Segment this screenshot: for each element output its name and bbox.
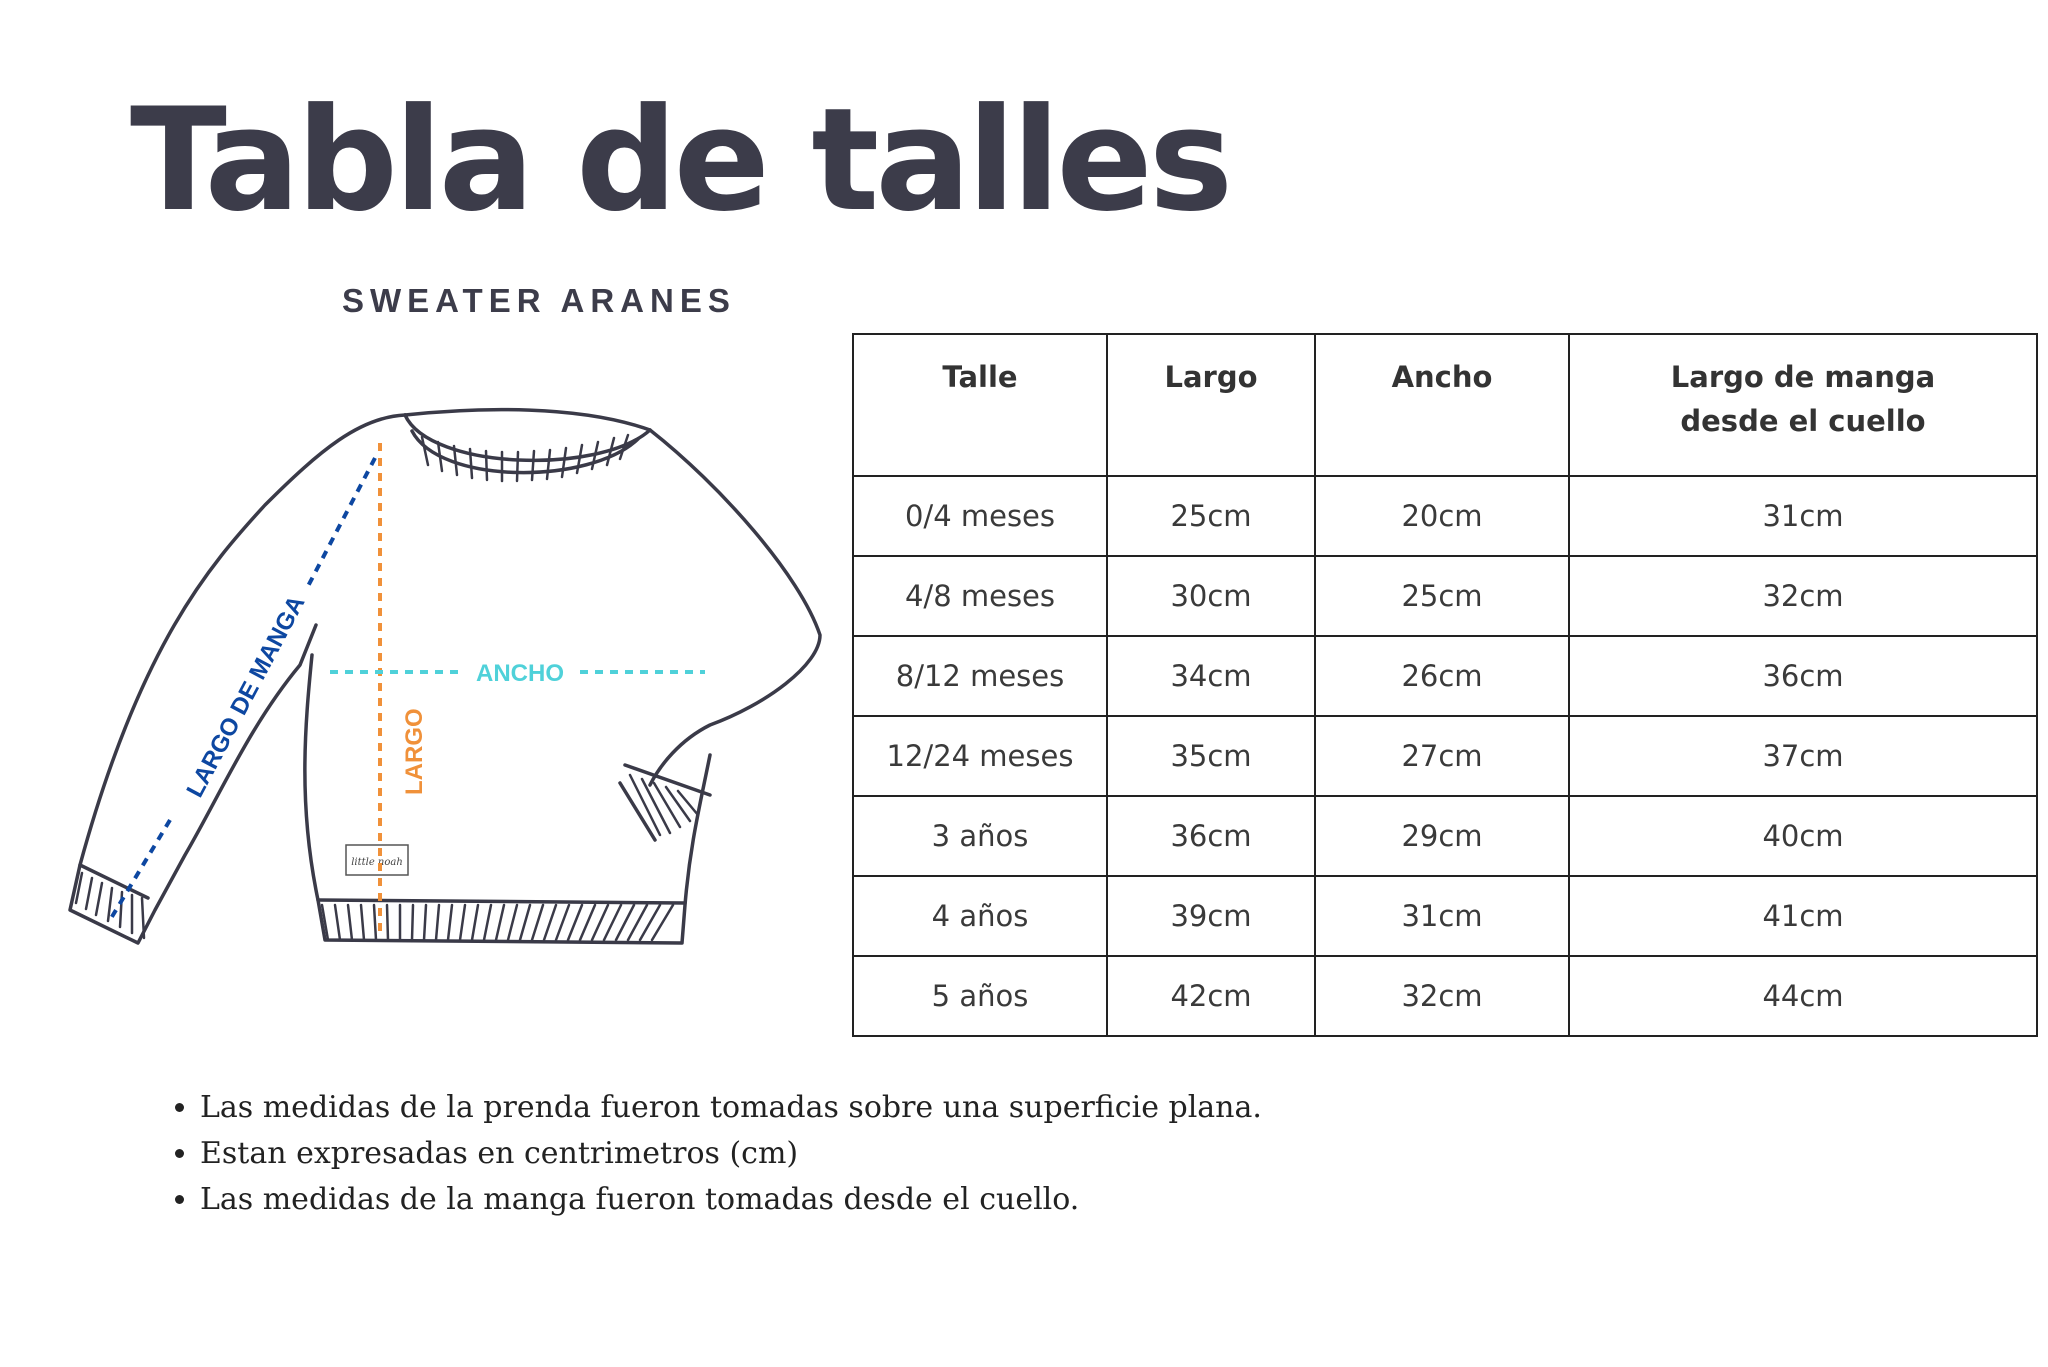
cell-manga: 40cm <box>1569 796 2037 876</box>
cell-ancho: 27cm <box>1315 716 1569 796</box>
cell-talle: 12/24 meses <box>853 716 1107 796</box>
page-title: Tabla de talles <box>130 78 1230 243</box>
sleeve-measure-line-bottom <box>110 820 170 920</box>
notes-list <box>160 1085 1262 1223</box>
cell-largo: 35cm <box>1107 716 1315 796</box>
brand-tag-text: little noah <box>351 857 403 868</box>
header-ancho: Ancho <box>1315 334 1569 476</box>
table-row <box>853 476 2037 556</box>
cell-manga: 36cm <box>1569 636 2037 716</box>
cell-ancho: 26cm <box>1315 636 1569 716</box>
cell-talle: 5 años <box>853 956 1107 1036</box>
cell-largo: 25cm <box>1107 476 1315 556</box>
note-item: • Estan expresadas en centrimetros (cm) <box>200 1131 1262 1177</box>
table-row <box>853 636 2037 716</box>
table-row <box>853 956 2037 1036</box>
cell-talle: 4 años <box>853 876 1107 956</box>
cell-ancho: 20cm <box>1315 476 1569 556</box>
cell-largo: 30cm <box>1107 556 1315 636</box>
width-label: ANCHO <box>476 660 564 687</box>
table-row <box>853 876 2037 956</box>
sleeve-measure-line-top <box>306 458 375 590</box>
size-table <box>852 333 2038 1037</box>
cell-talle: 8/12 meses <box>853 636 1107 716</box>
cell-largo: 39cm <box>1107 876 1315 956</box>
cell-ancho: 29cm <box>1315 796 1569 876</box>
cell-talle: 4/8 meses <box>853 556 1107 636</box>
cell-ancho: 32cm <box>1315 956 1569 1036</box>
length-label: LARGO <box>401 708 428 795</box>
header-largo: Largo <box>1107 334 1315 476</box>
cell-manga: 44cm <box>1569 956 2037 1036</box>
sleeve-length-label: LARGO DE MANGA <box>181 591 311 802</box>
table-row <box>853 716 2037 796</box>
header-largo-manga: Largo de manga desde el cuello <box>1569 334 2037 476</box>
sweater-outline <box>70 410 820 943</box>
cell-talle: 0/4 meses <box>853 476 1107 556</box>
cell-talle: 3 años <box>853 796 1107 876</box>
cell-manga: 37cm <box>1569 716 2037 796</box>
sweater-diagram <box>60 395 830 975</box>
cell-ancho: 25cm <box>1315 556 1569 636</box>
header-talle: Talle <box>853 334 1107 476</box>
table-row <box>853 556 2037 636</box>
note-item: • Las medidas de la prenda fueron tomadas sobre una superficie plana. <box>200 1085 1262 1131</box>
cell-manga: 31cm <box>1569 476 2037 556</box>
cell-manga: 32cm <box>1569 556 2037 636</box>
cell-ancho: 31cm <box>1315 876 1569 956</box>
cell-largo: 36cm <box>1107 796 1315 876</box>
table-header-row <box>853 334 2037 476</box>
cell-manga: 41cm <box>1569 876 2037 956</box>
product-subtitle: SWEATER ARANES <box>342 282 736 319</box>
cell-largo: 34cm <box>1107 636 1315 716</box>
note-item: • Las medidas de la manga fueron tomadas desde el cuello. <box>200 1177 1262 1223</box>
table-row <box>853 796 2037 876</box>
cell-largo: 42cm <box>1107 956 1315 1036</box>
